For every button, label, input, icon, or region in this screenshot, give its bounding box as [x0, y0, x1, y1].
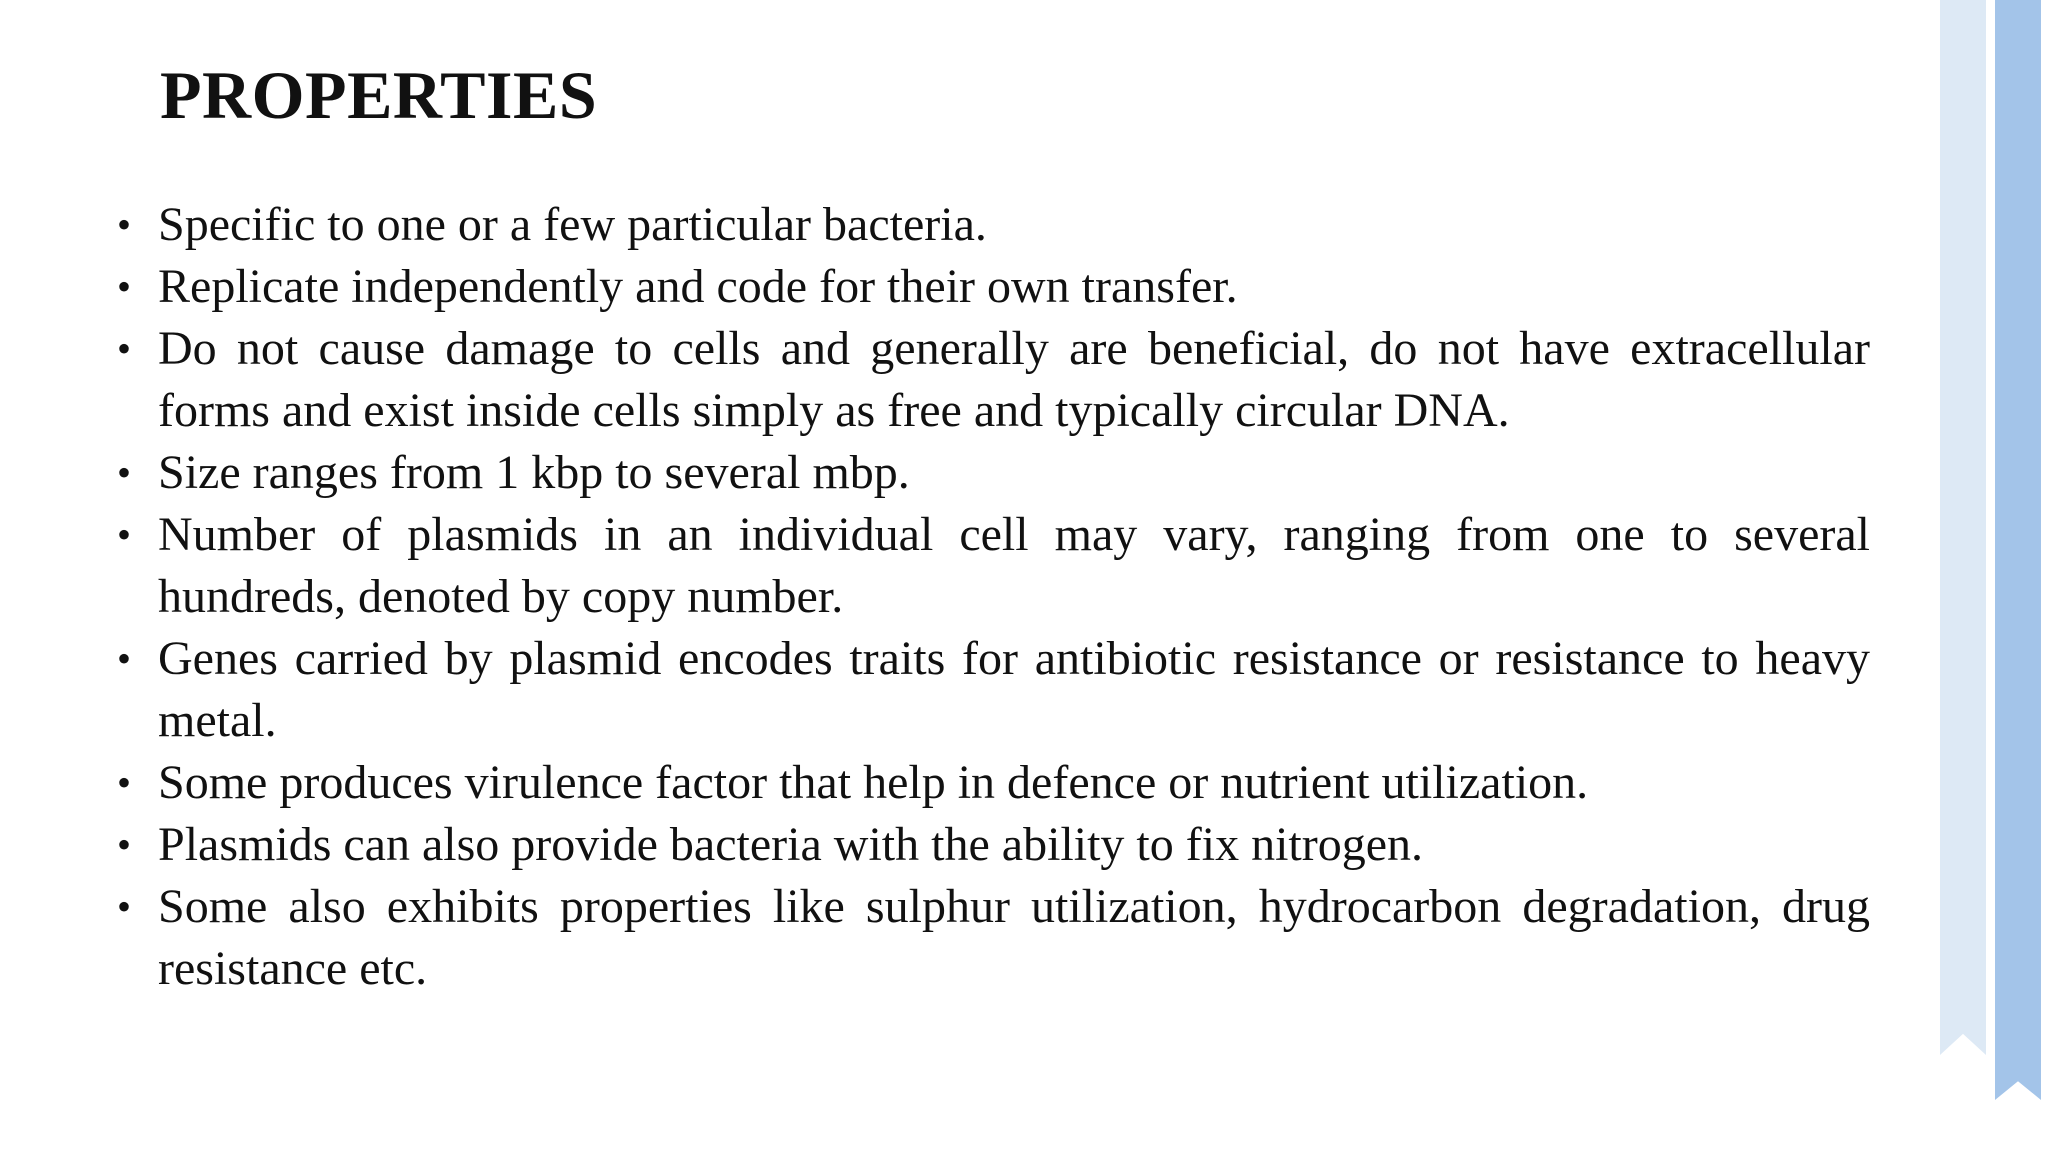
bullet-text: Do not cause damage to cells and generally are beneficial, do not have extracellular forms and exist inside cells simply as free and typically circular DNA.: [158, 322, 1870, 437]
bullet-text: Genes carried by plasmid encodes traits for antibiotic resistance or resistance to heavy metal.: [158, 632, 1870, 747]
bullet-text: Plasmids can also provide bacteria with the ability to fix nitrogen.: [158, 818, 1424, 871]
bullet-text: Replicate independently and code for their own transfer.: [158, 260, 1238, 313]
ribbon-light-decoration: [1940, 0, 1986, 1055]
bullet-item: [112, 814, 1870, 876]
bullet-icon: •: [117, 760, 132, 805]
bullet-icon: •: [117, 264, 132, 309]
bullet-icon: •: [117, 884, 132, 929]
bullet-item: [112, 318, 1870, 442]
bullet-item: [112, 752, 1870, 814]
bullet-text: Number of plasmids in an individual cell may vary, ranging from one to several hundreds, denoted by copy number.: [158, 508, 1870, 623]
bullet-icon: •: [117, 450, 132, 495]
bullet-item: [112, 256, 1870, 318]
bullet-icon: •: [117, 636, 132, 681]
ribbon-dark-decoration: [1995, 0, 2041, 1100]
bullet-text: Size ranges from 1 kbp to several mbp.: [158, 446, 910, 499]
bullet-icon: •: [117, 202, 132, 247]
bullet-item: [112, 194, 1870, 256]
bullet-text: Specific to one or a few particular bacteria.: [158, 198, 987, 251]
bullet-list: [112, 194, 1870, 1000]
bullet-item: [112, 876, 1870, 1000]
bullet-item: [112, 504, 1870, 628]
bullet-text: Some also exhibits properties like sulphur utilization, hydrocarbon degradation, drug resistance etc.: [158, 880, 1870, 995]
bullet-item: [112, 442, 1870, 504]
bullet-icon: •: [117, 512, 132, 557]
bullet-text: Some produces virulence factor that help in defence or nutrient utilization.: [158, 756, 1589, 809]
bullet-icon: •: [117, 326, 132, 371]
bullet-item: [112, 628, 1870, 752]
slide-title: PROPERTIES: [160, 57, 598, 133]
bullet-icon: •: [117, 822, 132, 867]
